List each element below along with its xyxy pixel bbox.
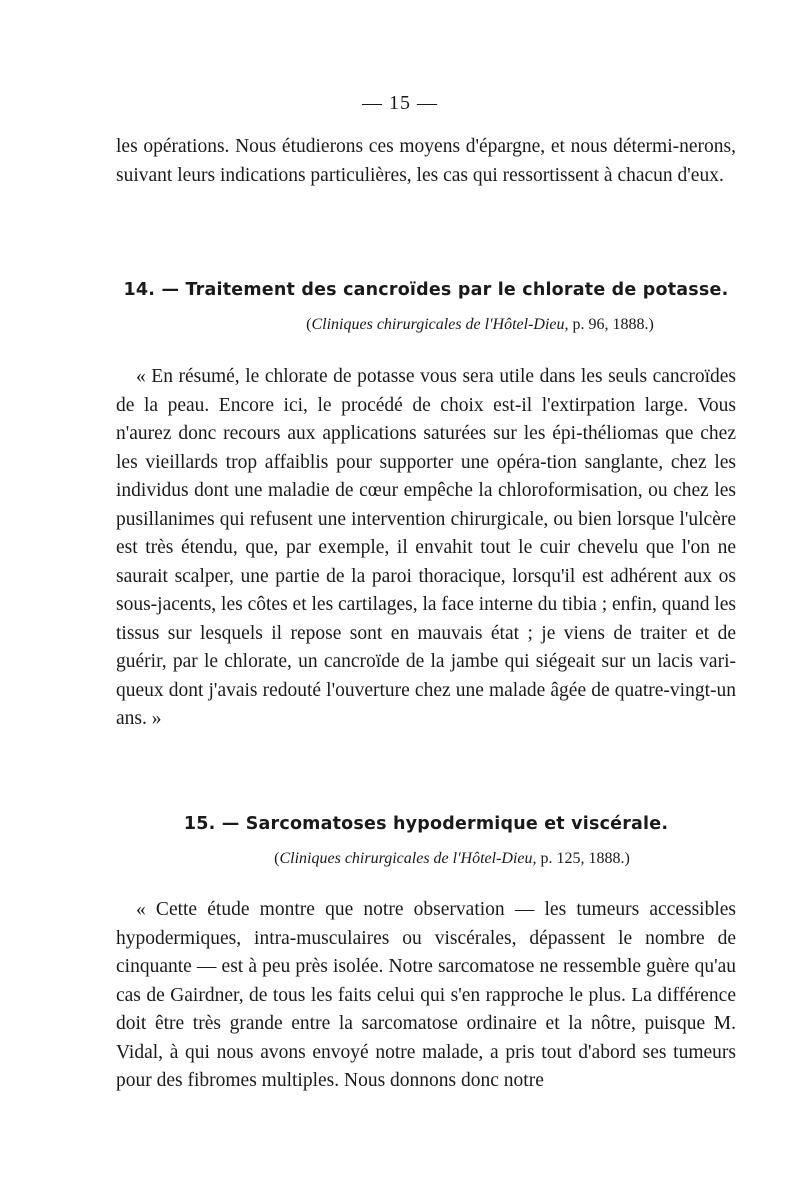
section-number: 14. [123, 280, 156, 300]
section-quote-14 [116, 363, 736, 734]
section-dash: — [161, 280, 180, 300]
citation-source: Cliniques chirurgicales de l'Hôtel-Dieu, [279, 850, 537, 867]
quote-text: « Cette étude montre que notre observation — les tumeurs accessibles hypodermiques, intra-musculaires ou viscérales, dépassent le nombre de cinquante — est à peu près isolée. Notre sarcomatose ne ressemble guère qu'au cas de Gairdner, de tous les faits celui qui s'en rapproche le plus. La différence doit être très grande entre la sarcomatose ordinaire et la nôtre, puisque M. Vidal, à qui nous avons envoyé notre malade, a pris tout d'abord ses tumeurs pour des fibromes multiples. Nous donnons donc notre [116, 899, 736, 1091]
section-quote-15 [116, 896, 736, 1096]
citation-source: Cliniques chirurgicales de l'Hôtel-Dieu, [311, 316, 569, 333]
citation-reference: p. 125, 1888. [540, 850, 625, 867]
section-citation-15: (Cliniques chirurgicales de l'Hôtel-Dieu, p. 125, 1888.) [274, 850, 630, 867]
section-title: Sarcomatoses hypodermique et viscérale. [245, 814, 669, 834]
intro-paragraph: les opérations. Nous étudierons ces moyens d'épargne, et nous détermi-nerons, suivant leurs indications particulières, les cas qui ressortissent à chacun d'eux. [116, 136, 736, 186]
section-title: Traitement des cancroïdes par le chlorate de potasse. [185, 280, 729, 300]
section-heading-14 [116, 280, 736, 300]
quote-text: « En résumé, le chlorate de potasse vous sera utile dans les seuls cancroïdes de la peau. Encore ici, le procédé de choix est-il l'extirpation large. Vous n'aurez donc recours aux applications saturées sur les épi-théliomas que chez les vieillards trop affaiblis pour supporter une opéra-tion sanglante, chez les individus dont une maladie de cœur empêche la chloroformisation, ou chez les pusillanimes qui refusent une intervention chirurgicale, ou bien lorsque l'ulcère est très étendu, que, par exemple, il envahit tout le cuir chevelu que l'on ne saurait scalper, une partie de la paroi thoracique, lorsqu'il est adhérent aux os sous-jacents, les côtes et les cartilages, la face interne du tibia ; enfin, quand les tissus sur lesquels il repose sont en mauvais état ; je viens de traiter et de guérir, par le chlorate, un cancroïde de la jambe qui siégeait sur un lacis vari-queux dont j'avais redouté l'ouverture chez une malade âgée de quatre-vingt-un ans. » [116, 366, 736, 729]
page-number: — 15 — [362, 92, 438, 114]
section-citation-14: (Cliniques chirurgicales de l'Hôtel-Dieu, p. 96, 1888.) [306, 316, 654, 333]
section-heading-15 [116, 814, 736, 834]
citation-reference: p. 96, 1888. [572, 316, 649, 333]
section-dash: — [221, 814, 240, 834]
section-number: 15. [183, 814, 216, 834]
